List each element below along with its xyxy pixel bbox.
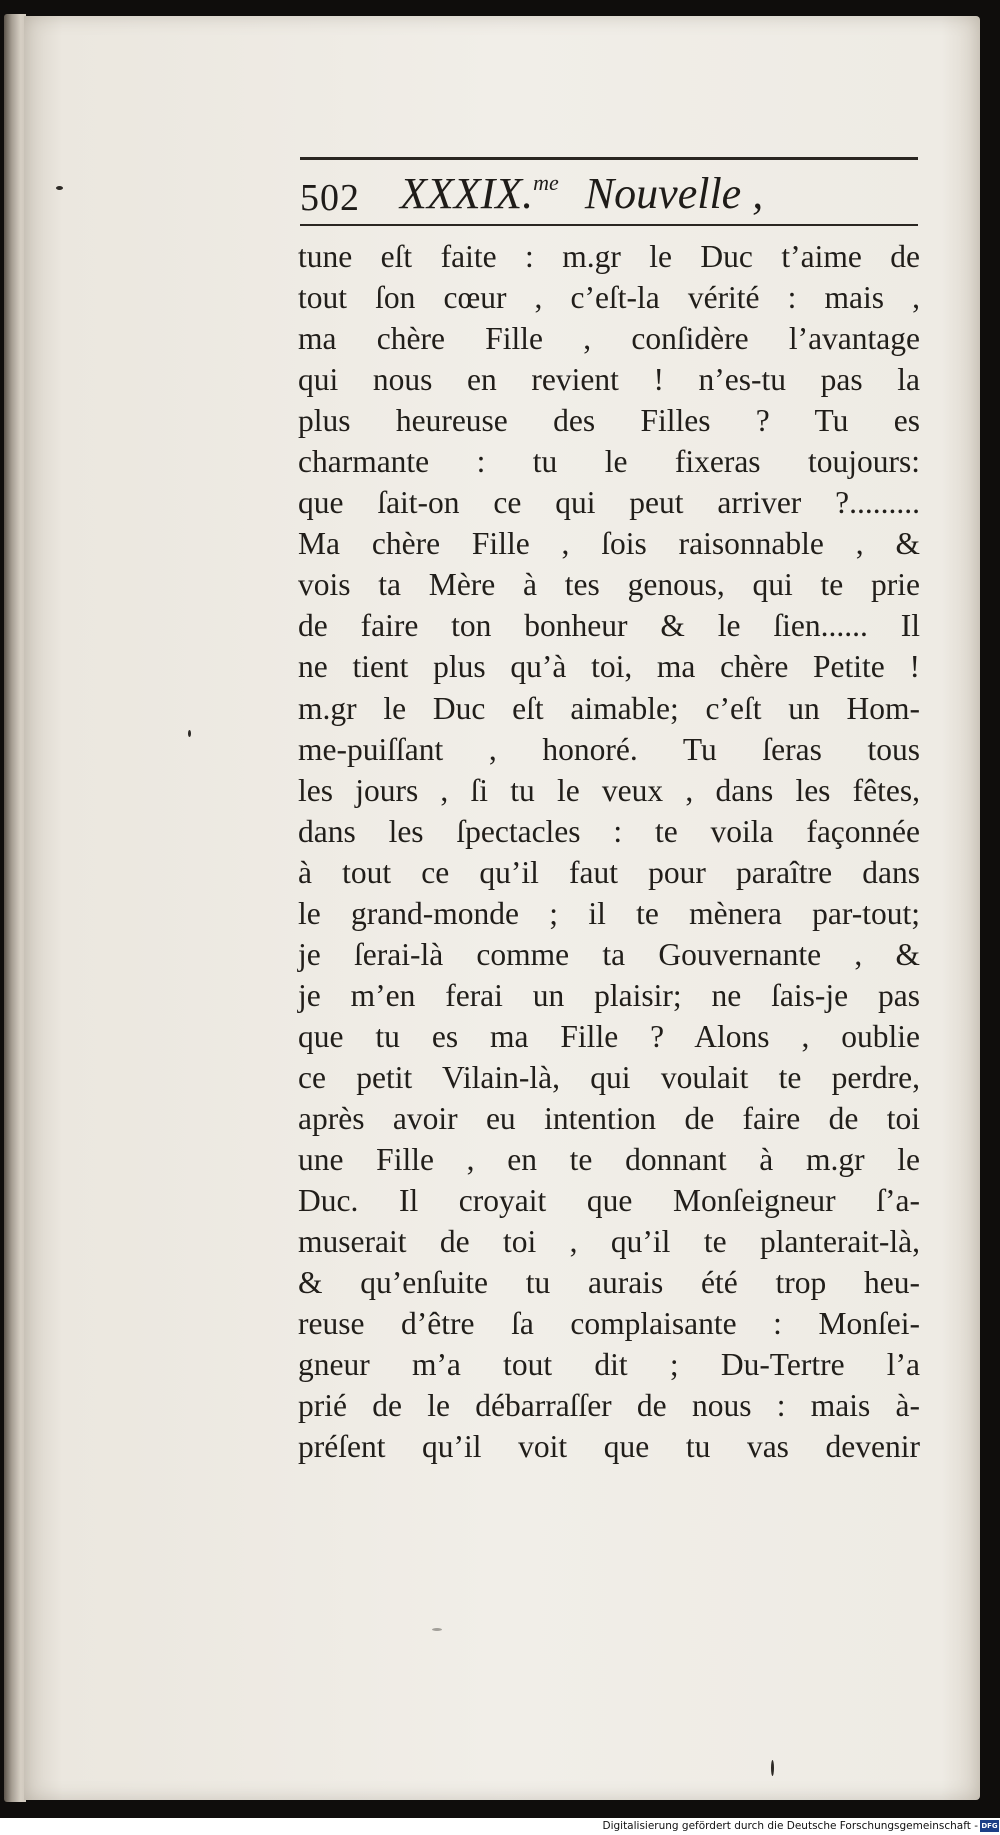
text-line: ne tient plus qu’à toi, ma chère Petite ! xyxy=(298,649,920,685)
text-line: charmante : tu le fixeras toujours: xyxy=(298,444,920,480)
text-line: qui nous en revient ! n’es-tu pas la xyxy=(298,362,920,398)
text-line: je m’en ferai un plaisir; ne ſais-je pas xyxy=(298,977,920,1013)
footer-credit-text: Digitalisierung gefördert durch die Deutsche Forschungsgemeinschaft - xyxy=(602,1820,978,1832)
text-line: le grand-monde ; il te mènera par-tout; xyxy=(298,895,920,931)
text-line: les jours , ſi tu le veux , dans les fêtes, xyxy=(298,772,920,808)
title-main: XXXIX. xyxy=(400,169,534,218)
text-line: Ma chère Fille , ſois raisonnable , & xyxy=(298,526,920,562)
page-edge xyxy=(4,14,26,1802)
page-number: 502 xyxy=(300,177,360,219)
ink-speck xyxy=(56,186,63,190)
text-line: me-puiſſant , honoré. Tu ſeras tous xyxy=(298,731,920,767)
text-line: que tu es ma Fille ? Alons , oublie xyxy=(298,1018,920,1054)
header-rule-top xyxy=(300,157,918,160)
text-line: & qu’enſuite tu aurais été trop heu- xyxy=(298,1265,920,1301)
text-line: vois ta Mère à tes genous, qui te prie xyxy=(298,567,920,603)
text-line: une Fille , en te donnant à m.gr le xyxy=(298,1142,920,1178)
text-line: prié de le débarraſſer de nous : mais à- xyxy=(298,1388,920,1424)
ink-speck xyxy=(432,1628,442,1631)
title-rest: Nouvelle , xyxy=(584,169,764,218)
text-line: m.gr le Duc eſt aimable; c’eſt un Hom- xyxy=(298,690,920,726)
text-line: tout ſon cœur , c’eſt-la vérité : mais , xyxy=(298,280,920,316)
text-line: tune eſt faite : m.gr le Duc t’aime de xyxy=(298,239,920,274)
text-line: plus heureuse des Filles ? Tu es xyxy=(298,403,920,439)
text-line: après avoir eu intention de faire de toi xyxy=(298,1100,920,1136)
text-line: préſent qu’il voit que tu vas devenir xyxy=(298,1429,920,1465)
header-rule-bottom xyxy=(300,224,918,226)
text-line: je ſerai-là comme ta Gouvernante , & xyxy=(298,936,920,972)
body-text xyxy=(298,236,920,1467)
text-line: reuse d’être ſa complaisante : Monſei- xyxy=(298,1306,920,1342)
text-line: que ſait-on ce qui peut arriver ?......... xyxy=(298,485,920,521)
ink-speck xyxy=(771,1760,774,1776)
text-line: muserait de toi , qu’il te planterait-là, xyxy=(298,1224,920,1260)
dfg-logo: DFG xyxy=(981,1822,998,1830)
running-title xyxy=(400,168,880,219)
text-line: dans les ſpectacles : te voila façonnée xyxy=(298,813,920,849)
text-line: ce petit Vilain-là, qui voulait te perdre, xyxy=(298,1059,920,1095)
text-line: de faire ton bonheur & le ſien...... Il xyxy=(298,608,920,644)
text-line: ma chère Fille , conſidère l’avantage xyxy=(298,321,920,357)
running-header xyxy=(300,166,918,222)
ink-speck xyxy=(188,730,191,737)
text-line: gneur m’a tout dit ; Du-Tertre l’a xyxy=(298,1347,920,1383)
text-line: à tout ce qu’il faut pour paraître dans xyxy=(298,854,920,890)
footer-credit xyxy=(600,1818,1000,1835)
text-line: Duc. Il croyait que Monſeigneur ſ’a- xyxy=(298,1183,920,1219)
title-suffix: me xyxy=(533,170,559,195)
